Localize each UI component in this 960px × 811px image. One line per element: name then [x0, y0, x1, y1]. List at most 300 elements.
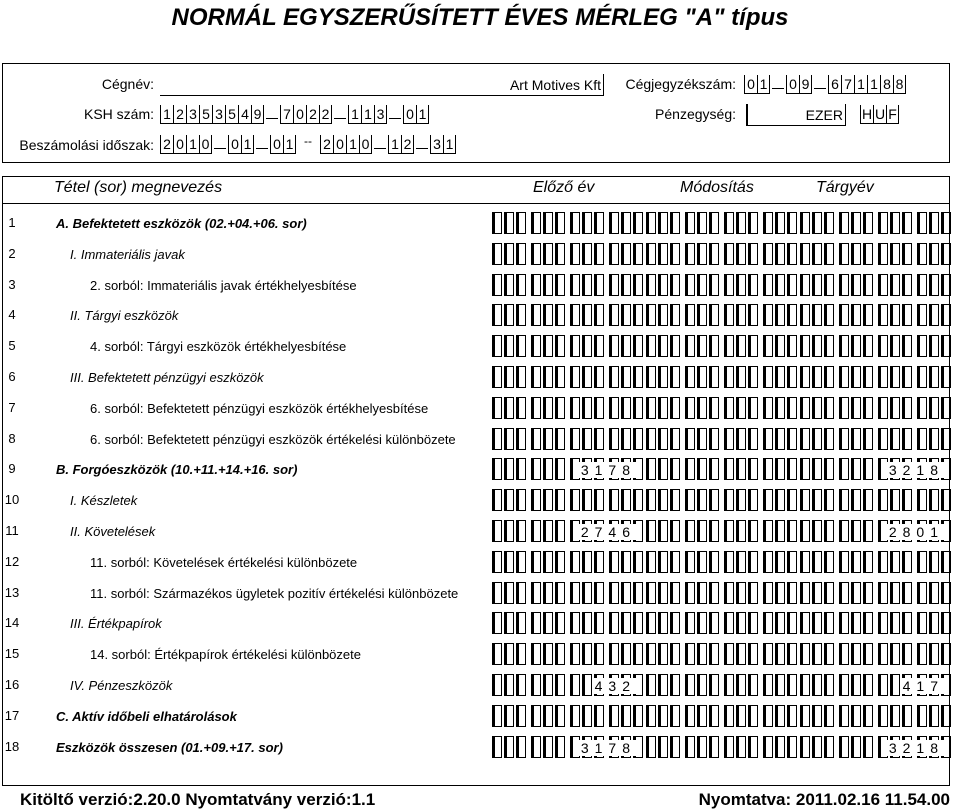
digit-group-separator	[389, 109, 401, 119]
digit-box	[670, 397, 680, 419]
digit-box	[800, 612, 810, 634]
digit-box	[748, 335, 758, 357]
digit-box	[709, 428, 719, 450]
digit-box	[516, 397, 526, 419]
digit-box	[570, 304, 580, 326]
row-number: 16	[4, 677, 20, 692]
digit-box	[543, 551, 553, 573]
digit-cell: 3	[212, 105, 225, 124]
digit-box	[504, 489, 514, 511]
digit-box	[582, 643, 592, 665]
digit-box	[504, 520, 514, 542]
digit-cell: 7	[280, 105, 293, 124]
digit-box	[582, 366, 592, 388]
digit-box	[670, 489, 680, 511]
digit-box	[941, 274, 951, 296]
digit-box	[697, 428, 707, 450]
digit-cell: 8	[893, 75, 906, 94]
digit-box	[492, 643, 502, 665]
value-cells-prev[interactable]	[492, 335, 648, 357]
digit-box	[609, 243, 619, 265]
value-cells-mod[interactable]	[646, 458, 802, 480]
digit-box	[736, 736, 746, 758]
digit-box	[824, 243, 834, 265]
digit-box	[890, 428, 900, 450]
digit-box	[543, 612, 553, 634]
digit-box	[787, 243, 797, 265]
digit-box	[736, 212, 746, 234]
digit-cell: 7	[841, 75, 854, 94]
digit-box	[531, 335, 541, 357]
digit-box	[851, 674, 861, 696]
value-cells-prev[interactable]	[492, 274, 648, 296]
value-cells-mod[interactable]	[646, 335, 802, 357]
digit-box	[763, 212, 773, 234]
digit-box	[658, 551, 668, 573]
digit-box	[670, 551, 680, 573]
digit-box	[531, 520, 541, 542]
digit-box	[709, 736, 719, 758]
digit-box	[863, 736, 873, 758]
digit-box	[658, 643, 668, 665]
digit-box	[824, 551, 834, 573]
digit-box	[582, 212, 592, 234]
period-field[interactable]	[160, 134, 456, 154]
digit-box	[685, 212, 695, 234]
value-curr: 3218	[888, 462, 944, 478]
digit-box	[646, 304, 656, 326]
digit-box	[736, 366, 746, 388]
digit-box	[902, 397, 912, 419]
digit-box	[724, 366, 734, 388]
registry-number-field[interactable]	[744, 74, 906, 94]
digit-box	[504, 458, 514, 480]
digit-box	[748, 366, 758, 388]
digit-box	[516, 582, 526, 604]
digit-box	[929, 304, 939, 326]
digit-cell: 0	[293, 105, 306, 124]
digit-box	[646, 212, 656, 234]
digit-box	[492, 489, 502, 511]
digit-box	[697, 212, 707, 234]
digit-box	[775, 705, 785, 727]
digit-box	[839, 674, 849, 696]
digit-box	[555, 612, 565, 634]
value-cells-curr[interactable]	[800, 489, 956, 511]
digit-box	[863, 551, 873, 573]
digit-box	[902, 705, 912, 727]
value-cells-mod[interactable]	[646, 643, 802, 665]
row-number: 1	[8, 215, 16, 230]
digit-box	[763, 243, 773, 265]
value-cells-curr[interactable]	[800, 612, 956, 634]
digit-box	[492, 335, 502, 357]
currency-code-field[interactable]	[860, 104, 899, 124]
value-cells-mod[interactable]	[646, 243, 802, 265]
digit-box	[543, 212, 553, 234]
digit-box	[658, 243, 668, 265]
value-cells-mod[interactable]	[646, 366, 802, 388]
digit-box	[890, 274, 900, 296]
digit-box	[851, 520, 861, 542]
value-cells-curr[interactable]	[800, 243, 956, 265]
digit-box	[594, 489, 604, 511]
digit-box	[812, 274, 822, 296]
digit-box	[736, 304, 746, 326]
footer-printed: Nyomtatva: 2011.02.16 11.54.00	[698, 790, 950, 809]
digit-box	[555, 520, 565, 542]
digit-box	[621, 428, 631, 450]
digit-box	[658, 304, 668, 326]
value-cells-curr[interactable]	[800, 335, 956, 357]
digit-box	[646, 612, 656, 634]
digit-box	[685, 428, 695, 450]
digit-box	[633, 304, 643, 326]
digit-box	[736, 397, 746, 419]
digit-box	[709, 274, 719, 296]
digit-box	[543, 458, 553, 480]
digit-box	[633, 489, 643, 511]
digit-box	[878, 335, 888, 357]
digit-box	[839, 335, 849, 357]
digit-box	[543, 489, 553, 511]
digit-box	[902, 212, 912, 234]
digit-box	[646, 705, 656, 727]
digit-box	[787, 274, 797, 296]
currency-unit-field[interactable]: EZER	[746, 104, 846, 126]
digit-box	[812, 212, 822, 234]
digit-box	[839, 705, 849, 727]
value-cells-curr[interactable]	[800, 304, 956, 326]
digit-box	[890, 551, 900, 573]
digit-box	[697, 520, 707, 542]
value-cells-mod[interactable]	[646, 520, 802, 542]
digit-box	[941, 366, 951, 388]
digit-cell: 2	[320, 135, 333, 154]
digit-box	[863, 212, 873, 234]
row-number: 10	[4, 492, 20, 507]
digit-box	[492, 582, 502, 604]
value-cells-mod[interactable]	[646, 612, 802, 634]
digit-box	[863, 397, 873, 419]
digit-box	[824, 458, 834, 480]
company-name-field[interactable]: Art Motives Kft	[160, 74, 604, 96]
digit-cell: 1	[348, 105, 361, 124]
digit-box	[697, 551, 707, 573]
digit-box	[543, 736, 553, 758]
value-cells-curr[interactable]	[800, 643, 956, 665]
digit-box	[763, 428, 773, 450]
digit-box	[594, 705, 604, 727]
digit-box	[516, 366, 526, 388]
digit-box	[800, 582, 810, 604]
digit-cell: 1	[241, 135, 254, 154]
value-cells-mod[interactable]	[646, 551, 802, 573]
digit-box	[736, 612, 746, 634]
row-number: 7	[8, 400, 16, 415]
digit-box	[863, 428, 873, 450]
value-cells-prev[interactable]	[492, 612, 648, 634]
digit-box	[878, 582, 888, 604]
digit-box	[748, 612, 758, 634]
digit-box	[543, 304, 553, 326]
digit-box	[697, 335, 707, 357]
digit-cell: 1	[160, 105, 173, 124]
digit-box	[787, 304, 797, 326]
digit-box	[839, 643, 849, 665]
value-cells-curr[interactable]	[800, 274, 956, 296]
value-cells-mod[interactable]	[646, 489, 802, 511]
digit-cell: 0	[173, 135, 186, 154]
digit-box	[531, 674, 541, 696]
value-curr: 417	[902, 678, 944, 694]
digit-box	[570, 428, 580, 450]
digit-box	[851, 458, 861, 480]
digit-box	[594, 366, 604, 388]
digit-box	[646, 274, 656, 296]
value-cells-mod[interactable]	[646, 582, 802, 604]
digit-box	[775, 458, 785, 480]
digit-box	[941, 489, 951, 511]
digit-box	[775, 582, 785, 604]
digit-box	[594, 397, 604, 419]
registry-number-label: Cégjegyzékszám:	[625, 76, 736, 92]
value-cells-mod[interactable]	[646, 736, 802, 758]
digit-cell: 1	[854, 75, 867, 94]
digit-box	[941, 397, 951, 419]
digit-box	[555, 458, 565, 480]
value-cells-curr[interactable]	[800, 397, 956, 419]
digit-box	[748, 458, 758, 480]
digit-box	[851, 612, 861, 634]
row-label: III. Befektetett pénzügyi eszközök	[70, 370, 264, 385]
digit-box	[504, 304, 514, 326]
footer-version: Kitöltő verzió:2.20.0 Nyomtatvány verzió:1.1	[20, 790, 376, 809]
digit-box	[748, 520, 758, 542]
digit-box	[775, 335, 785, 357]
digit-box	[812, 489, 822, 511]
value-cells-curr[interactable]	[800, 705, 956, 727]
digit-box	[670, 243, 680, 265]
digit-box	[863, 674, 873, 696]
digit-box	[504, 366, 514, 388]
digit-box	[658, 397, 668, 419]
digit-box	[685, 366, 695, 388]
digit-box	[531, 643, 541, 665]
digit-cell: 5	[199, 105, 212, 124]
digit-box	[775, 397, 785, 419]
digit-box	[929, 397, 939, 419]
digit-box	[775, 520, 785, 542]
row-label: IV. Pénzeszközök	[70, 678, 173, 693]
digit-box	[839, 212, 849, 234]
digit-box	[787, 212, 797, 234]
digit-box	[582, 551, 592, 573]
digit-box	[929, 582, 939, 604]
value-cells-mod[interactable]	[646, 397, 802, 419]
digit-box	[929, 428, 939, 450]
digit-box	[570, 397, 580, 419]
value-cells-prev[interactable]	[492, 428, 648, 450]
digit-box	[824, 736, 834, 758]
value-cells-prev[interactable]	[492, 705, 648, 727]
digit-box	[824, 335, 834, 357]
value-cells-mod[interactable]	[646, 212, 802, 234]
digit-box	[800, 736, 810, 758]
digit-box	[890, 397, 900, 419]
value-cells-prev[interactable]	[492, 643, 648, 665]
digit-box	[492, 458, 502, 480]
digit-box	[504, 674, 514, 696]
value-cells-prev[interactable]	[492, 304, 648, 326]
row-number: 13	[4, 585, 20, 600]
digit-box	[646, 582, 656, 604]
value-cells-prev[interactable]	[492, 366, 648, 388]
value-cells-mod[interactable]	[646, 428, 802, 450]
digit-box	[658, 366, 668, 388]
digit-box	[763, 612, 773, 634]
digit-box	[609, 212, 619, 234]
digit-box	[800, 489, 810, 511]
digit-group-separator	[266, 109, 278, 119]
digit-box	[763, 520, 773, 542]
digit-box	[863, 582, 873, 604]
digit-box	[516, 274, 526, 296]
value-cells-mod[interactable]	[646, 274, 802, 296]
digit-box	[917, 705, 927, 727]
digit-cell: 0	[228, 135, 241, 154]
digit-box	[621, 335, 631, 357]
digit-box	[736, 674, 746, 696]
value-cells-curr[interactable]	[800, 551, 956, 573]
digit-box	[851, 243, 861, 265]
value-cells-curr[interactable]	[800, 582, 956, 604]
digit-box	[658, 335, 668, 357]
digit-box	[570, 212, 580, 234]
digit-box	[658, 212, 668, 234]
digit-box	[570, 489, 580, 511]
digit-box	[582, 274, 592, 296]
value-cells-mod[interactable]	[646, 705, 802, 727]
digit-box	[658, 428, 668, 450]
digit-box	[621, 643, 631, 665]
digit-box	[670, 674, 680, 696]
digit-box	[531, 736, 541, 758]
digit-box	[609, 705, 619, 727]
value-cells-prev[interactable]	[492, 551, 648, 573]
value-cells-curr[interactable]	[800, 212, 956, 234]
row-number: 2	[8, 246, 16, 261]
digit-box	[555, 643, 565, 665]
digit-box	[594, 212, 604, 234]
value-cells-prev[interactable]	[492, 212, 648, 234]
digit-box	[851, 212, 861, 234]
digit-group-separator	[334, 109, 346, 119]
row-label: 6. sorból: Befektetett pénzügyi eszközök értékhelyesbítése	[90, 401, 429, 416]
digit-box	[531, 428, 541, 450]
digit-box	[812, 674, 822, 696]
digit-box	[851, 304, 861, 326]
digit-box	[851, 397, 861, 419]
digit-box	[543, 643, 553, 665]
digit-box	[800, 643, 810, 665]
digit-box	[736, 335, 746, 357]
digit-box	[800, 335, 810, 357]
digit-box	[748, 489, 758, 511]
row-label: A. Befektetett eszközök (02.+04.+06. sor)	[56, 216, 307, 231]
digit-box	[941, 551, 951, 573]
digit-box	[724, 243, 734, 265]
digit-box	[582, 489, 592, 511]
row-number: 18	[4, 739, 20, 754]
value-cells-curr[interactable]	[800, 428, 956, 450]
digit-box	[594, 612, 604, 634]
digit-box	[555, 705, 565, 727]
value-cells-prev[interactable]	[492, 582, 648, 604]
digit-cell: 1	[416, 105, 429, 124]
digit-box	[697, 366, 707, 388]
digit-box	[609, 335, 619, 357]
digit-box	[929, 705, 939, 727]
digit-box	[531, 489, 541, 511]
digit-box	[812, 243, 822, 265]
digit-box	[670, 366, 680, 388]
digit-box	[748, 397, 758, 419]
digit-box	[543, 705, 553, 727]
digit-cell: 1	[186, 135, 199, 154]
digit-box	[633, 335, 643, 357]
value-cells-mod[interactable]	[646, 674, 802, 696]
digit-box	[685, 397, 695, 419]
value-cells-prev[interactable]	[492, 397, 648, 419]
digit-box	[839, 582, 849, 604]
digit-box	[890, 674, 900, 696]
digit-box	[812, 428, 822, 450]
digit-group-separator	[416, 139, 428, 149]
digit-box	[670, 705, 680, 727]
ksh-number-field[interactable]	[160, 104, 429, 124]
digit-box	[787, 335, 797, 357]
value-cells-prev[interactable]	[492, 243, 648, 265]
digit-box	[504, 612, 514, 634]
row-number: 5	[8, 338, 16, 353]
digit-box	[736, 458, 746, 480]
digit-box	[890, 335, 900, 357]
digit-box	[890, 243, 900, 265]
digit-box	[902, 243, 912, 265]
digit-cell: 8	[880, 75, 893, 94]
digit-box	[492, 736, 502, 758]
value-cells-curr[interactable]	[800, 366, 956, 388]
digit-box	[685, 643, 695, 665]
digit-box	[736, 428, 746, 450]
value-cells-mod[interactable]	[646, 304, 802, 326]
digit-box	[516, 428, 526, 450]
digit-box	[670, 643, 680, 665]
digit-box	[492, 428, 502, 450]
digit-box	[775, 428, 785, 450]
digit-box	[929, 212, 939, 234]
row-label: 6. sorból: Befektetett pénzügyi eszközök értékelési különbözete	[90, 432, 456, 447]
value-cells-prev[interactable]	[492, 489, 648, 511]
digit-box	[839, 489, 849, 511]
column-header-prev-year: Előző év	[533, 179, 595, 196]
digit-box	[516, 736, 526, 758]
digit-box	[633, 428, 643, 450]
digit-box	[800, 551, 810, 573]
digit-cell: F	[886, 105, 899, 124]
digit-box	[709, 612, 719, 634]
